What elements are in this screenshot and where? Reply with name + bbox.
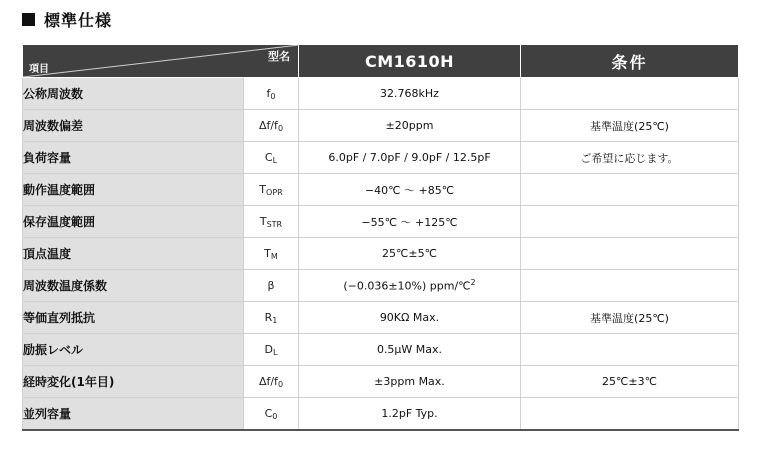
- symbol-subscript: L: [273, 347, 278, 357]
- spec-symbol: [244, 302, 299, 334]
- section-title-text: 標準仕様: [44, 10, 113, 30]
- symbol-main: T: [259, 182, 267, 196]
- spec-symbol: [244, 110, 299, 142]
- spec-item-name: 周波数温度係数: [23, 270, 244, 302]
- section-title: [22, 6, 112, 32]
- spec-symbol: [244, 366, 299, 398]
- table-row: [23, 174, 739, 206]
- spec-value-text: 6.0pF / 7.0pF / 9.0pF / 12.5pF: [328, 151, 491, 164]
- spec-value-text: 32.768kHz: [380, 87, 439, 100]
- spec-item-name: 等価直列抵抗: [23, 302, 244, 334]
- spec-symbol: [244, 78, 299, 110]
- model-label: 型名: [268, 50, 290, 63]
- condition-header: 条件: [521, 45, 739, 78]
- spec-value-text: 0.5μW Max.: [376, 343, 443, 356]
- symbol-subscript: 0: [270, 91, 276, 101]
- symbol-main: Δf/f: [258, 118, 278, 132]
- model-header: CM1610H: [299, 45, 521, 78]
- spec-value: [299, 238, 521, 270]
- table-row: [23, 398, 739, 431]
- table-row: [23, 78, 739, 110]
- spec-symbol: [244, 142, 299, 174]
- table-row: [23, 270, 739, 302]
- spec-value-text: −55℃ ～ +125℃: [361, 215, 458, 229]
- spec-value: [299, 78, 521, 110]
- square-bullet-icon: [22, 13, 35, 26]
- spec-value: [299, 302, 521, 334]
- spec-symbol: [244, 398, 299, 431]
- spec-value-text: 1.2pF Typ.: [381, 407, 438, 420]
- spec-table: [22, 44, 739, 431]
- spec-condition: [521, 270, 739, 302]
- symbol-main: R: [264, 310, 273, 324]
- spec-item-name: 負荷容量: [23, 142, 244, 174]
- spec-value: [299, 366, 521, 398]
- spec-value-text: 25℃±5℃: [382, 247, 437, 260]
- table-row: [23, 206, 739, 238]
- spec-value-text: ±20ppm: [385, 119, 434, 132]
- symbol-subscript: L: [272, 155, 278, 165]
- spec-condition: 25℃±3℃: [521, 366, 739, 398]
- spec-condition: [521, 174, 739, 206]
- item-label: 項目: [29, 64, 49, 75]
- table-row: [23, 142, 739, 174]
- spec-value-text: −40℃ ～ +85℃: [364, 183, 455, 197]
- spec-value-text: (−0.036±10%) ppm/℃: [343, 279, 471, 293]
- spec-value-text: ±3ppm Max.: [374, 375, 445, 388]
- spec-condition: [521, 78, 739, 110]
- symbol-subscript: 0: [272, 411, 278, 421]
- spec-item-name: 公称周波数: [23, 78, 244, 110]
- spec-item-name: 経時変化(1年目): [23, 366, 244, 398]
- symbol-main: T: [264, 246, 271, 260]
- spec-condition: [521, 334, 739, 366]
- table-row: [23, 334, 739, 366]
- spec-item-name: 動作温度範囲: [23, 174, 244, 206]
- symbol-subscript: STR: [266, 219, 283, 229]
- table-row: [23, 366, 739, 398]
- table-row: [23, 110, 739, 142]
- spec-value: [299, 206, 521, 238]
- spec-item-name: 並列容量: [23, 398, 244, 431]
- spec-item-name: 保存温度範囲: [23, 206, 244, 238]
- spec-condition: [521, 238, 739, 270]
- table-row: [23, 238, 739, 270]
- spec-condition: ご希望に応じます。: [521, 142, 739, 174]
- symbol-subscript: 0: [277, 379, 284, 389]
- symbol-subscript: 1: [272, 315, 278, 325]
- symbol-main: β: [267, 278, 275, 292]
- spec-value: [299, 398, 521, 431]
- diagonal-divider: [23, 45, 299, 77]
- symbol-main: Δf/f: [258, 374, 278, 388]
- spec-condition: 基準温度(25℃): [521, 110, 739, 142]
- symbol-main: C: [264, 150, 273, 164]
- table-row: [23, 302, 739, 334]
- spec-symbol: [244, 174, 299, 206]
- spec-item-name: 頂点温度: [23, 238, 244, 270]
- spec-value: [299, 142, 521, 174]
- spec-condition: 基準温度(25℃): [521, 302, 739, 334]
- symbol-main: D: [264, 342, 273, 356]
- spec-item-name: 周波数偏差: [23, 110, 244, 142]
- table-header-row: [23, 45, 739, 78]
- spec-symbol: [244, 270, 299, 302]
- spec-value: [299, 110, 521, 142]
- spec-condition: [521, 206, 739, 238]
- symbol-subscript: M: [270, 251, 278, 261]
- spec-value: [299, 270, 521, 302]
- spec-value: [299, 174, 521, 206]
- spec-value-superscript: 2: [470, 278, 476, 288]
- symbol-subscript: OPR: [266, 187, 283, 197]
- spec-condition: [521, 398, 739, 431]
- symbol-subscript: 0: [277, 123, 284, 133]
- symbol-main: f: [266, 86, 271, 100]
- spec-value-text: 90KΩ Max.: [379, 311, 440, 324]
- corner-header-cell: [23, 45, 299, 78]
- spec-symbol: [244, 238, 299, 270]
- spec-symbol: [244, 334, 299, 366]
- symbol-main: T: [259, 214, 267, 228]
- spec-symbol: [244, 206, 299, 238]
- spec-value: [299, 334, 521, 366]
- spec-item-name: 励振レベル: [23, 334, 244, 366]
- symbol-main: C: [264, 406, 273, 420]
